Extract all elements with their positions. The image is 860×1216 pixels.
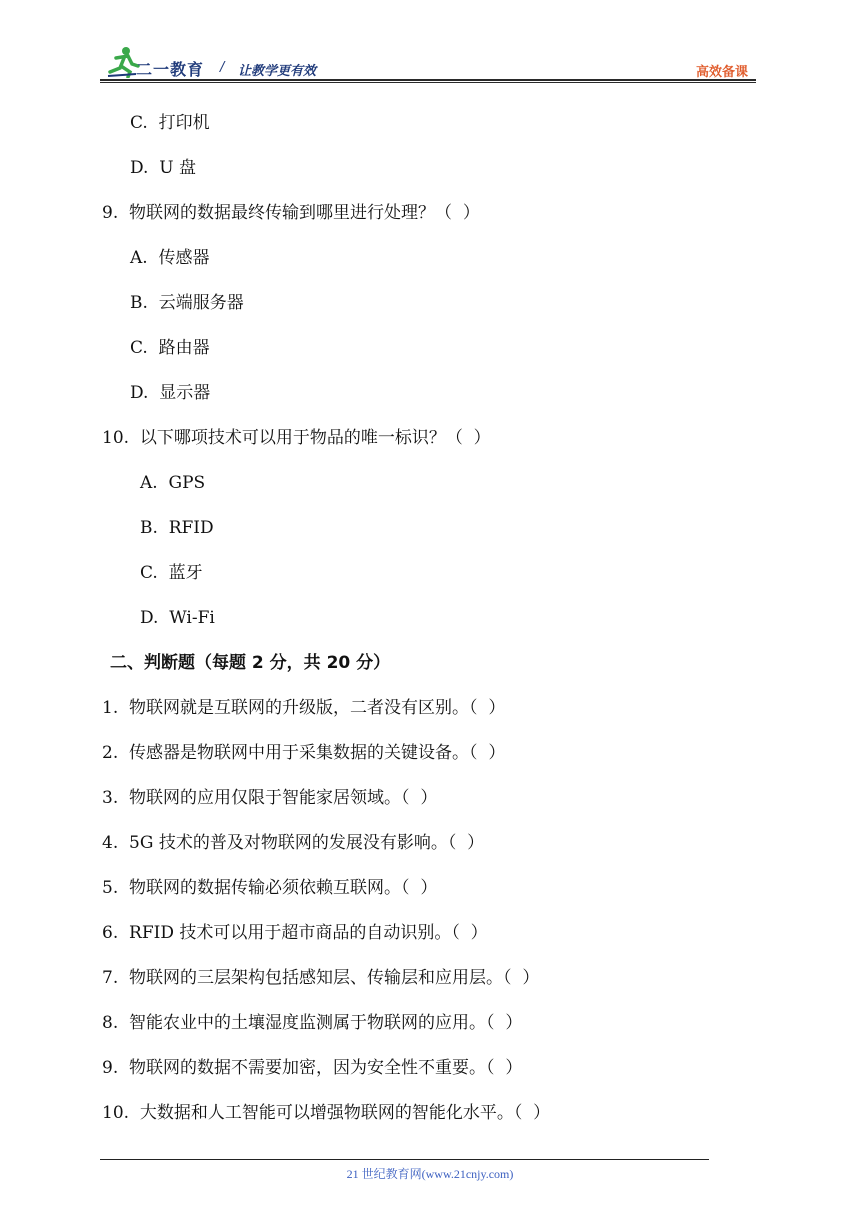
header-right-label: 高效备课: [695, 65, 748, 80]
tf-item-2: 2. 传感器是物联网中用于采集数据的关键设备。（ ）: [102, 743, 506, 763]
tf-item-1: 1. 物联网就是互联网的升级版，二者没有区别。（ ）: [102, 698, 506, 718]
header-divider: [100, 79, 756, 81]
header-divider-thin: [100, 82, 756, 83]
q10-option-b: B. RFID: [140, 518, 214, 538]
q10-option-a: A. GPS: [140, 473, 206, 493]
q10-option-d: D. Wi-Fi: [140, 608, 215, 628]
q9-option-a: A. 传感器: [130, 248, 210, 268]
runner-logo-icon: [106, 46, 140, 78]
q9-stem: 9. 物联网的数据最终传输到哪里进行处理？（ ）: [102, 203, 480, 223]
q10-option-c: C. 蓝牙: [140, 563, 203, 583]
page-header: [100, 46, 756, 80]
tf-item-10: 10. 大数据和人工智能可以增强物联网的智能化水平。（ ）: [102, 1103, 551, 1123]
q8-option-d: D. U 盘: [130, 158, 196, 178]
q9-option-c: C. 路由器: [130, 338, 210, 358]
tf-item-4: 4. 5G 技术的普及对物联网的发展没有影响。（ ）: [102, 833, 485, 853]
footer-divider: [100, 1159, 709, 1160]
slogan: 让教学更有效: [238, 64, 317, 79]
tf-item-6: 6. RFID 技术可以用于超市商品的自动识别。（ ）: [102, 923, 488, 943]
footer-source: 21 世纪教育网(www.21cnjy.com): [346, 1167, 514, 1181]
q9-option-d: D. 显示器: [130, 383, 211, 403]
header-separator: /: [220, 60, 225, 75]
q9-option-b: B. 云端服务器: [130, 293, 244, 313]
tf-item-3: 3. 物联网的应用仅限于智能家居领域。（ ）: [102, 788, 438, 808]
tf-item-7: 7. 物联网的三层架构包括感知层、传输层和应用层。（ ）: [102, 968, 540, 988]
q10-stem: 10. 以下哪项技术可以用于物品的唯一标识？（ ）: [102, 428, 491, 448]
section-title: 二、判断题（每题 2 分，共 20 分）: [110, 653, 391, 673]
tf-item-8: 8. 智能农业中的土壤湿度监测属于物联网的应用。（ ）: [102, 1013, 523, 1033]
tf-item-5: 5. 物联网的数据传输必须依赖互联网。（ ）: [102, 878, 438, 898]
tf-item-9: 9. 物联网的数据不需要加密，因为安全性不重要。（ ）: [102, 1058, 523, 1078]
brand-name: 二一教育: [136, 60, 205, 79]
q8-option-c: C. 打印机: [130, 113, 210, 133]
